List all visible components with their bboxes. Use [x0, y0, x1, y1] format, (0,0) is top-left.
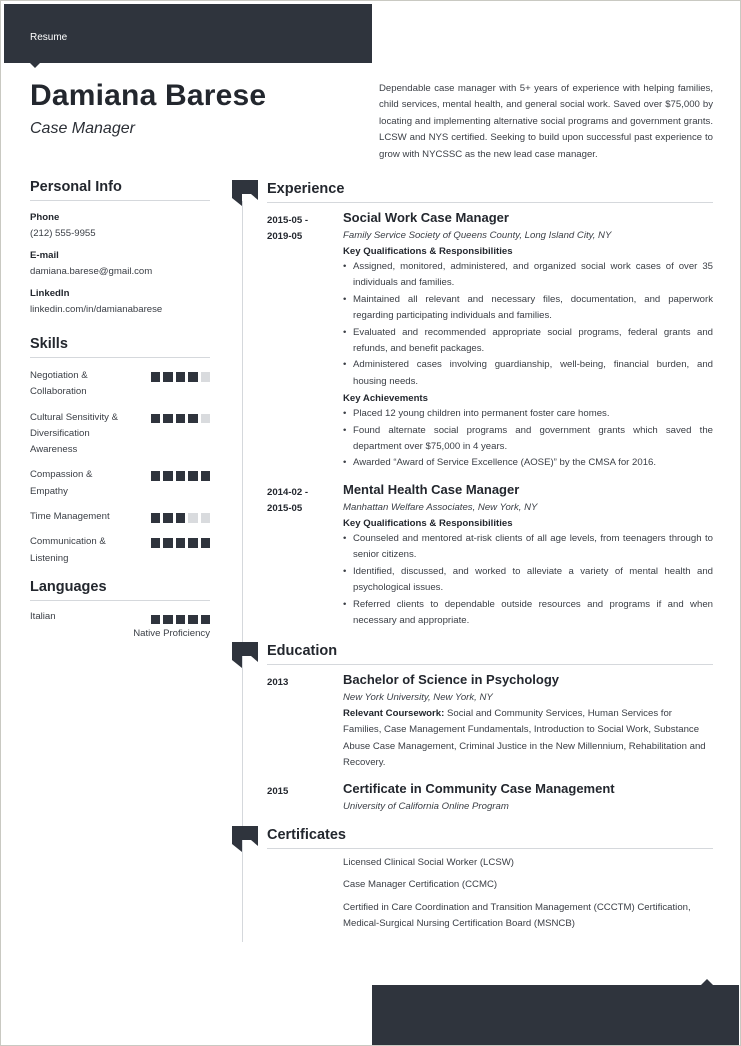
language-name: Italian [30, 610, 56, 622]
rating-square [176, 615, 186, 625]
job-date-start: 2014-02 - [267, 487, 309, 498]
list-item: • Administered cases involving guardianship, well-being, financial burden, and housing needs. [343, 357, 713, 390]
list-item: • Found alternate social programs and government grants which saved the department over $75,000 in 4 years. [343, 423, 713, 456]
languages-heading: Languages [30, 579, 210, 601]
list-item: • Awarded “Award of Service Excellence (AOSE)” by the CMSA for 2016. [343, 455, 713, 471]
phone-value: (212) 555-9955 [30, 228, 96, 239]
experience-heading: Experience [267, 181, 713, 203]
skill-row [30, 467, 210, 500]
skill-name: Negotiation & Collaboration [30, 370, 88, 398]
degree-title: Certificate in Community Case Management [343, 781, 615, 796]
coursework-label: Relevant Coursework: [343, 708, 445, 719]
linkedin-value[interactable]: linkedin.com/in/damianabarese [30, 304, 163, 315]
responsibilities-label: Key Qualifications & Responsibilities [343, 246, 513, 257]
rating-square [163, 372, 173, 382]
rating-square [201, 538, 211, 548]
bottom-banner [372, 985, 739, 1045]
skill-row [30, 509, 210, 525]
skill-name: Communication & Listening [30, 536, 106, 564]
rating-square [151, 615, 161, 625]
job-date-end: 2015-05 [267, 503, 303, 515]
job-body [343, 481, 713, 629]
top-banner [4, 4, 372, 63]
responsibilities-list [343, 259, 713, 390]
responsibilities-list [343, 531, 713, 629]
rating-square [201, 615, 211, 625]
job-dates [267, 485, 327, 518]
job-title: Mental Health Case Manager [343, 482, 520, 497]
left-column [30, 179, 210, 639]
rating-square [151, 372, 161, 382]
rating-square [201, 414, 211, 424]
rating-square [176, 372, 186, 382]
language-rating [151, 611, 211, 625]
banner-notch [29, 62, 41, 68]
rating-square [188, 513, 198, 523]
education-year: 2015 [267, 786, 289, 797]
list-item: • Assigned, monitored, administered, and organized social work cases of over 35 individuals and families. [343, 259, 713, 292]
coursework-text: Social and Community Services, Human Services for Families, Case Management Fundamentals, Introduction to Social Work, Substance Abuse Case Management, Criminal Justice in the New Millennium, Rehabilitation and Recovery. [343, 708, 706, 769]
list-item: • Identified, discussed, and worked to alleviate a variety of mental health and psychological issues. [343, 564, 713, 597]
rating-square [176, 414, 186, 424]
phone-label: Phone [30, 212, 60, 223]
rating-square [151, 471, 161, 481]
rating-square [151, 513, 161, 523]
degree-title: Bachelor of Science in Psychology [343, 672, 560, 687]
certificates-flag-icon [232, 826, 258, 852]
job-body [343, 209, 713, 472]
list-item: • Counseled and mentored at-risk clients of all age levels, from teenagers through to senior citizens. [343, 531, 713, 564]
rating-square [163, 615, 173, 625]
skill-name: Cultural Sensitivity & Diversification Awareness [30, 411, 118, 456]
skills-list [30, 368, 210, 567]
achievements-label: Key Achievements [343, 393, 428, 405]
skill-name: Time Management [30, 511, 110, 523]
language-proficiency: Native Proficiency [133, 628, 210, 640]
email-label: E-mail [30, 250, 59, 261]
achievements-list [343, 406, 713, 472]
certificate-item: Licensed Clinical Social Worker (LCSW) [343, 857, 514, 868]
rating-square [176, 471, 186, 481]
email-value[interactable]: damiana.barese@gmail.com [30, 266, 153, 277]
skill-rating [151, 368, 211, 382]
job-date-end: 2019-05 [267, 231, 303, 243]
job-entry [267, 481, 713, 629]
skill-rating [151, 534, 211, 548]
banner-label: Resume [30, 32, 68, 43]
rating-square [163, 471, 173, 481]
rating-square [188, 538, 198, 548]
rating-square [201, 372, 211, 382]
education-flag-icon [232, 642, 258, 668]
education-body [343, 671, 713, 772]
rating-square [188, 471, 198, 481]
rating-square [163, 414, 173, 424]
skill-row [30, 534, 210, 567]
language-row [30, 611, 210, 625]
rating-square [163, 538, 173, 548]
rating-square [176, 538, 186, 548]
education-year: 2013 [267, 677, 289, 688]
summary-paragraph: Dependable case manager with 5+ years of experience with helping families, child services, mental health, and general social work. Saved over $75,000 by locating and implementing alternative social programs and government grants. LCSW and NYS certified. Seeking to build upon successful past experience to grow with NYCSSC as the new lead case manager. [379, 83, 713, 160]
skill-rating [151, 467, 211, 481]
job-date-start: 2015-05 - [267, 215, 309, 226]
list-item: • Referred clients to dependable outside resources and programs if and when necessary and appropriate. [343, 597, 713, 630]
candidate-role: Case Manager [30, 120, 135, 137]
rating-square [163, 513, 173, 523]
school-name: University of California Online Program [343, 801, 509, 812]
rating-square [201, 471, 211, 481]
education-heading: Education [267, 643, 713, 665]
job-entry [267, 209, 713, 472]
personal-info-heading: Personal Info [30, 179, 210, 201]
job-dates [267, 213, 327, 246]
responsibilities-label: Key Qualifications & Responsibilities [343, 518, 513, 529]
list-item: • Evaluated and recommended appropriate social programs, federal grants and refunds, and benefit packages. [343, 325, 713, 358]
rating-square [188, 372, 198, 382]
skill-name: Compassion & Empathy [30, 469, 93, 497]
list-item: • Placed 12 young children into permanent foster care homes. [343, 406, 713, 422]
skill-rating [151, 509, 211, 523]
certificate-item: Certified in Care Coordination and Transition Management (CCCTM) Certification, Medical-Surgical Nursing Certification Board (MSNCB) [343, 901, 691, 930]
list-item: • Maintained all relevant and necessary files, documentation, and paperwork regarding participating individuals and families. [343, 292, 713, 325]
rating-square [151, 414, 161, 424]
education-entry [267, 780, 713, 814]
job-title: Social Work Case Manager [343, 210, 509, 225]
candidate-name: Damiana Barese [30, 79, 267, 112]
bottom-banner-notch [701, 979, 713, 985]
rating-square [188, 414, 198, 424]
skills-heading: Skills [30, 336, 210, 358]
certificates-list [343, 855, 713, 939]
skill-row [30, 368, 210, 401]
rating-square [188, 615, 198, 625]
rating-square [151, 538, 161, 548]
skill-row [30, 410, 210, 459]
rating-square [176, 513, 186, 523]
job-organization: Manhattan Welfare Associates, New York, NY [343, 502, 538, 513]
rating-square [201, 513, 211, 523]
skill-rating [151, 410, 211, 424]
education-body [343, 780, 713, 814]
coursework [343, 706, 713, 772]
experience-flag-icon [232, 180, 258, 206]
linkedin-label: LinkedIn [30, 288, 70, 299]
job-organization: Family Service Society of Queens County, Long Island City, NY [343, 230, 612, 241]
certificates-heading: Certificates [267, 827, 713, 849]
certificate-item: Case Manager Certification (CCMC) [343, 879, 498, 891]
education-entry [267, 671, 713, 772]
school-name: New York University, New York, NY [343, 692, 493, 703]
